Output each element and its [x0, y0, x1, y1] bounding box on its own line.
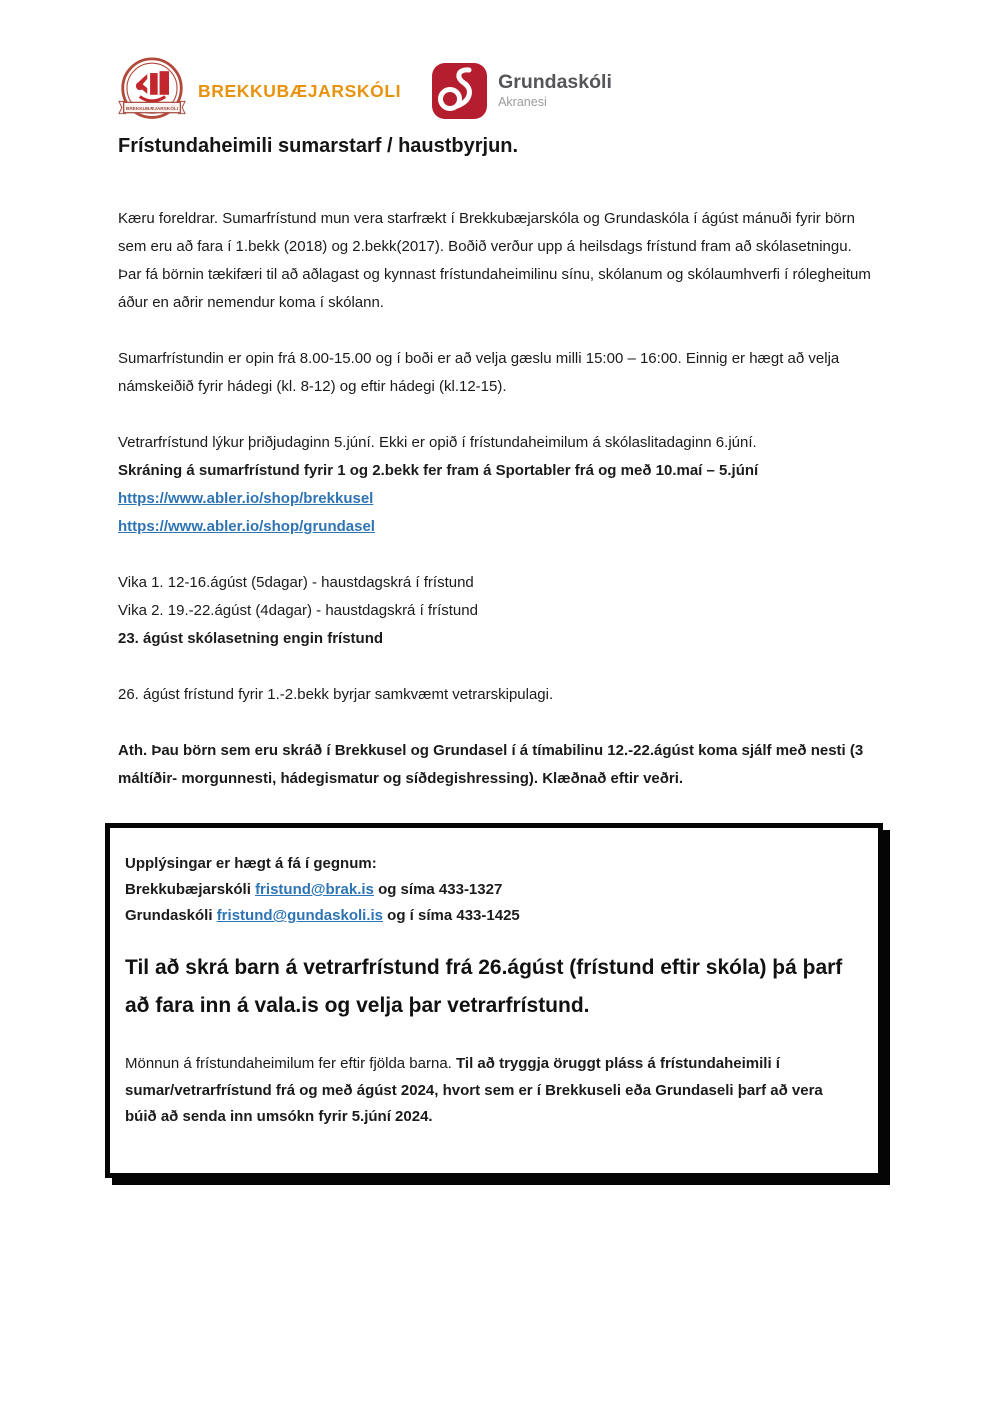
- page-title: Frístundaheimili sumarstarf / haustbyrjun.: [118, 135, 519, 157]
- grunda-email-link[interactable]: fristund@gundaskoli.is: [216, 907, 383, 924]
- grundaskoli-wordmark-block: [498, 72, 612, 109]
- vala-registration-note: Til að skrá barn á vetrarfrístund frá 26.ágúst (frístund eftir skóla) þá þarf að fara inn á vala.is og velja þar vetrarfrístund.: [125, 956, 843, 1017]
- grunda-contact-line: [125, 903, 852, 929]
- brekkubaejarskoli-logo-icon: [118, 55, 186, 127]
- brekku-ribbon-label: BREKKUBÆJARSKÓLI: [125, 106, 179, 112]
- grundasel-shop-link[interactable]: https://www.abler.io/shop/grundasel: [118, 518, 375, 535]
- grundaskoli-logo-icon: [431, 61, 488, 121]
- info-heading: Upplýsingar er hægt á fá í gegnum:: [125, 855, 377, 872]
- brekku-contact-line: [125, 877, 852, 903]
- staffing-paragraph: [125, 1051, 852, 1131]
- document-content: [118, 0, 876, 1178]
- registration-line2: Skráning á sumarfrístund fyrir 1 og 2.bekk fer fram á Sportabler frá og með 10.maí – 5.júní: [118, 462, 759, 479]
- grundaskoli-logo-group: [431, 61, 612, 121]
- schedule-week2: Vika 2. 19.-22.ágúst (4dagar) - haustdagskrá í frístund: [118, 602, 478, 619]
- brekku-email-link[interactable]: fristund@brak.is: [255, 881, 374, 898]
- header: [118, 55, 876, 127]
- grunda-phone: og í síma 433-1425: [387, 907, 520, 924]
- brekku-school-name: Brekkubæjarskóli: [125, 881, 256, 898]
- brekku-phone: og síma 433-1327: [378, 881, 503, 898]
- hours-paragraph: Sumarfrístundin er opin frá 8.00-15.00 og í boði er að velja gæslu milli 15:00 – 16:00. Einnig er hægt að velja námskeiðið fyrir hádegi (kl. 8-12) og eftir hádegi (kl.12-15).: [118, 350, 840, 395]
- staffing-regular-text: Mönnun á frístundaheimilum fer eftir fjölda barna.: [125, 1055, 457, 1072]
- grundaskoli-wordmark: Grundaskóli: [498, 71, 612, 94]
- schedule-block: [118, 569, 876, 653]
- registration-line1: Vetrarfrístund lýkur þriðjudaginn 5.júní. Ekki er opið í frístundaheimilum á skólaslitadaginn 6.júní.: [118, 434, 757, 451]
- brekkusel-shop-link[interactable]: https://www.abler.io/shop/brekkusel: [118, 490, 374, 507]
- brekkubaejarskoli-wordmark: BREKKUBÆJARSKÓLI: [198, 80, 402, 101]
- lunch-note-paragraph: Ath. Þau börn sem eru skráð í Brekkusel og Grundasel í á tímabilinu 12.-22.ágúst koma sjálf með nesti (3 máltíðir- morgunnesti, hádegismatur og síðdegishressing). Klæðnað eftir veðri.: [118, 742, 864, 787]
- grundaskoli-subtitle: Akranesi: [498, 94, 547, 109]
- info-box: [105, 823, 883, 1178]
- intro-paragraph: Kæru foreldrar. Sumarfrístund mun vera starfrækt í Brekkubæjarskóla og Grundaskóla í ágúst mánuði fyrir börn sem eru að fara í 1.bekk (2018) og 2.bekk(2017). Boðið verður upp á heilsdags frístund fram að skólasetningu. Þar fá börnin tækifæri til að aðlagast og kynnast frístundaheimilinu sínu, skólanum og skólaumhverfi í rólegheitum áður en aðrir nemendur koma í skólann.: [118, 210, 871, 311]
- schedule-school-opening: 23. ágúst skólasetning engin frístund: [118, 630, 384, 647]
- staffing-bold-text: Til að tryggja öruggt pláss á frístundaheimili í sumar/vetrarfrístund frá og með ágúst 2024, hvort sem er í Brekkuseli eða Grundaseli þarf að vera búið að senda inn umsókn fyrir 5.júní 2024.: [125, 1055, 823, 1125]
- grunda-school-name: Grundaskóli: [125, 907, 217, 924]
- schedule-week1: Vika 1. 12-16.ágúst (5dagar) - haustdagskrá í frístund: [118, 574, 474, 591]
- registration-paragraph: [118, 429, 876, 541]
- autumn-start-paragraph: 26. ágúst frístund fyrir 1.-2.bekk byrjar samkvæmt vetrarskipulagi.: [118, 686, 554, 703]
